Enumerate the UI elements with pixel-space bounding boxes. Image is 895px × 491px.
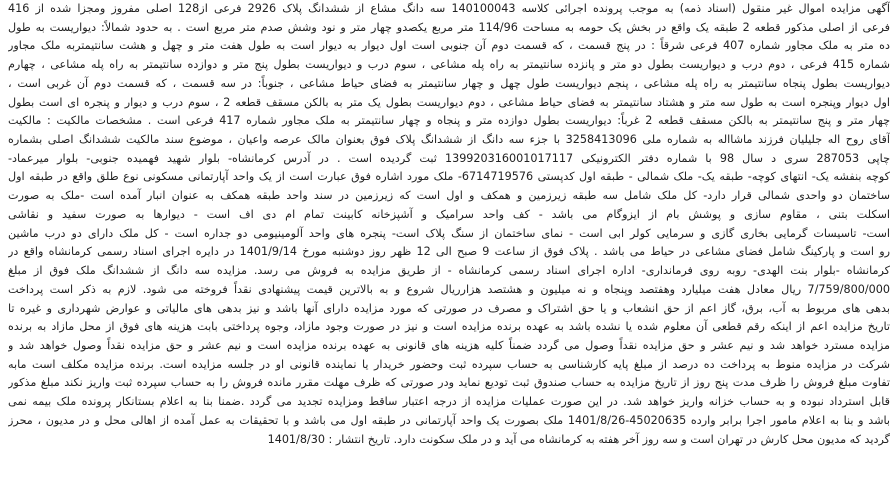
notice-line: فرعی از اصلی مذکور قطعه 2 طبقه یک واقع در بخش یک حومه به مساحت 114/96 متر مربع یکصدو چهار متر و نود وشش صدم متر مربع است . به حدود شمالاً: دیواریست به طول — [8, 20, 890, 34]
notice-line: تفاوت مبلغ فروش را ظرف مدت پنج روز از تاریخ مزایده به حساب صندوق ثبت تودیع نماید ودر صورتی که ظرف مهلت مقرر مانده فروش را به حساب سپرده ثبت واریز نکند مبلغ مذکور — [8, 376, 890, 390]
notice-line: است- تاسیسات گرمایی بخاری گازی و سرمایی کولر ابی است - نمای ساختمان از سنگ پلاک است- پنجره های واحد آلومینیومی دو جداره است - کل ملک دارای دو درب ماشین — [8, 226, 890, 240]
notice-line: ده متر به ملک مجاور شماره 407 فرعی شرقاً : در پنج قسمت ، که قسمت دوم آن جنوبی است اول دیوار به دیوار است به طول هفت متر و چهل و هشت سانتیمتربه ملک مجاور — [8, 39, 890, 53]
notice-line: آقای روح اله جلیلیان فرزند ماشااله به شماره ملی 3258413096 با جزء سه دانگ از ششدانگ پلاک فوق بعنوان مالک عرصه واعیان ، موضوع سند مالکیت ششدانگ اصلی بشماره — [8, 133, 890, 147]
notice-line: گردید که مدیون محل کارش در تهران است و سه روز آخر هفته به کرمانشاه می آید و در ملک سکونت دارد. تاریخ انتشار : 1401/8/30 — [267, 432, 890, 446]
notice-line: ساختمان دو واحدی شمالی قرار دارد- کل ملک شامل سه طبقه زیرزمین و همکف و اول است که زیرزمین در سند واحد طبقه همکف به عنوان انبار آمده است -ملک به صورت — [8, 189, 890, 203]
notice-line: دیواریست بطول پنجاه سانتیمتر به راه پله مشاعی ، پنجم دیواریست طول چهل و چهار سانتیمتر به فضای حیاط مشاعی ، جنوباً: در سه قسمت ، که قسمت دوم آن غربی است ، — [8, 76, 890, 90]
notice-line: چهار متر و پنج سانتیمتر به بالکن مسقف قطعه 2 غرباً: دیواریست بطول دوازده متر و پنجاه و چهار سانتیمتر به ملک مجاور شماره 417 فرعی است . مشخصات مالکیت : مالکیت — [8, 114, 890, 128]
notice-line: شماره 415 فرعی ، دوم درب و دیواریست بطول دو متر و پانزده سانتیمتر به راه پله مشاعی ، سوم درب و دیواریست بطول پنج متر و دوازده سانتیمتر به راه پله مشاعی ، چهارم — [8, 58, 890, 72]
notice-line: اسکلت بتنی ، مقاوم سازی و پوشش بام از ایزوگام می باشد - کف واحد سرامیک و آشپزخانه کابینت تمام ام دی اف است - دیوارها به صورت سفید و نقاشی — [8, 207, 890, 221]
notice-line: شرکت در مزایده منوط به پرداخت ده درصد از مبلغ پایه کارشناسی به حساب سپرده ثبت وحضور خریدار یا نماینده قانونی او در جلسه مزایده است. برنده مزایده مکلف است مابه — [8, 357, 890, 371]
notice-line: بدهی های مربوط به آب، برق، گاز اعم از حق انشعاب و یا حق اشتراک و مصرف در صورتی که مورد مزایده دارای آنها باشد و نیز بدهی های مالیاتی و عوارض شهرداری و غیره تا — [8, 301, 890, 315]
notice-line: 7/759/800/000 ریال معادل هفت میلیارد وهفتصد وپنجاه و نه میلیون و هشتصد هزارریال شروع و به بالاترین قیمت پیشنهادی نقداً فروخته می شود. لازم به ذکر است پرداخت — [8, 282, 890, 296]
notice-line: رو است و پارکینگ شامل فضای مشاعی در حیاط می باشد . پلاک فوق از ساعت 9 صبح الی 12 ظهر روز دوشنبه مورخ 1401/9/14 در دایره اجرای اسناد رسمی کرمانشاه واقع در — [8, 245, 890, 259]
notice-line: باشد و بنا به اعلام مامور اجرا برابر وارده 45020635-1401/8/26 ملک بصورت یک واحد آپارتمانی در طبقه اول می باشد و با تحقیقات به عمل آمده از اهالی محل و در مدیون ، محرز — [8, 413, 890, 427]
notice-line: تاریخ مزایده اعم از اینکه رقم قطعی آن معلوم شده یا نشده باشد به عهده برنده مزایده است و نیز در صورت وجود مازاد، وجوه پرداختی بابت هزینه های فوق از محل مازاد به برنده — [8, 320, 890, 334]
notice-line: مزایده مسترد خواهد شد و نیم عشر و حق مزایده نقداً وصول می گردد ضمناً کلیه هزینه های قانونی به عهده برنده مزایده است و نیم عشر و حق مزایده نقداً وصول خواهد شد و — [8, 338, 890, 352]
notice-line: قابل استرداد نبوده و به حساب خزانه واریز خواهد شد. در این صورت عملیات مزایده از درجه اعتبار ساقط ومزایده تجدید می گردد .ضمنا بنا به اعلام بستانکار پرونده ملک بیمه نمی — [8, 395, 890, 409]
notice-line: کوچه بنفشه یک- انتهای کوچه- طبقه یک- ملک شمالی - طبقه اول کدپستی 6714719576- ملک مورد اشاره فوق عبارت است از یک واحد آپارتمانی مسکونی نوع طلق واقع در طبقه اول — [8, 170, 890, 184]
auction-notice-text — [8, 0, 890, 491]
notice-line: اول دیوار وپنجره است به طول سه متر و هشتاد سانتیمتر به فضای حیاط مشاعی ، دوم دیواریست بطول یک متر به بالکن مسقف قطعه 2 ، سوم درب و دیوار و پنجره ای است بطول — [8, 95, 890, 109]
notice-line: آگهی مزایده اموال غیر منقول (اسناد ذمه) به موجب پرونده اجرائی کلاسه 140100043 سه دانگ مشاع از ششدانگ پلاک 2926 فرعی از128 اصلی مفروز ومجزا شده از 416 — [8, 2, 890, 15]
notice-line: کرمانشاه -بلوار بنت الهدی- روبه روی فرمانداری- اداره اجرای اسناد رسمی کرمانشاه - از طریق مزایده به فروش می رسد. مزایده سه دانگ از ششدانگ ملک فوق از مبلغ — [8, 264, 890, 278]
notice-line: چاپی 287053 سری د سال 98 با شماره دفتر الکترونیکی 139920316001017117 ثبت گردیده است . در آدرس کرمانشاه- بلوار شهید فهمیده جنوبی- بلوار میرعماد- — [8, 151, 890, 165]
